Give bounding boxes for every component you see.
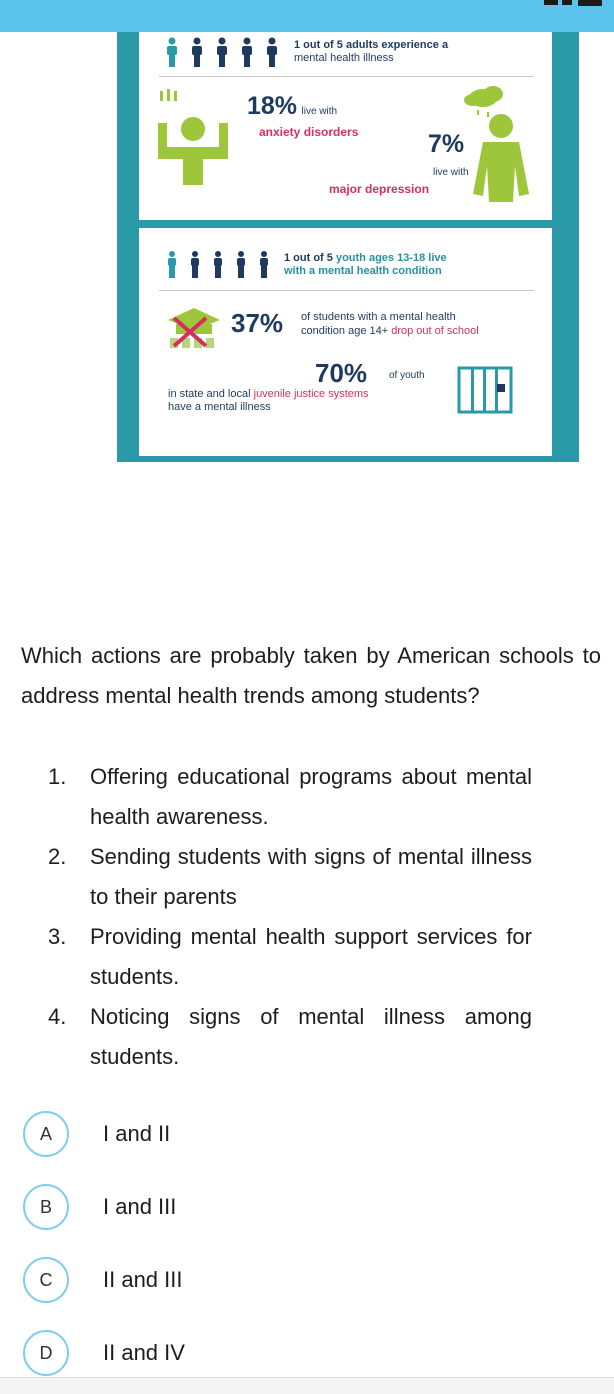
statements-list [48, 757, 532, 1077]
people-row-icon [164, 37, 279, 69]
justice-of-youth: of youth [389, 370, 425, 381]
depression-pct: 7% [428, 130, 465, 158]
question-text: Which actions are probably taken by American schools to address mental health trends among students? [21, 643, 601, 708]
dropout-pct: 37% [231, 308, 284, 338]
choice-d-radio[interactable]: D [23, 1330, 69, 1376]
statement-item: 2. Sending students with signs of mental illness to their parents [48, 844, 532, 909]
statement-item: 3. Providing mental health support services for students. [48, 924, 532, 989]
choice-b-label: I and III [103, 1194, 177, 1219]
status-bar [0, 0, 614, 32]
choice-b-radio[interactable]: B [23, 1184, 69, 1230]
bottom-bar [0, 1377, 614, 1394]
justice-text: in state and local juvenile justice systems have a mental illness [168, 388, 369, 413]
choice-d[interactable] [23, 1329, 185, 1377]
choice-b[interactable] [23, 1183, 176, 1231]
depression-pre: live with [433, 167, 469, 178]
school-dropout-icon [164, 306, 224, 352]
choice-a-label: I and II [103, 1121, 171, 1146]
infographic-panel-youth [139, 228, 552, 456]
jail-bars-icon [457, 366, 517, 416]
dropout-text: of students with a mental health condition age 14+ drop out of school [301, 311, 479, 337]
status-icons [544, 0, 604, 6]
anxiety-stat: 18% live with [247, 92, 338, 120]
youth-stat-text: 1 out of 5 youth ages 13-18 live with a mental health condition [284, 252, 447, 277]
choice-c-radio[interactable]: C [23, 1257, 69, 1303]
choice-d-label: II and IV [103, 1340, 185, 1365]
mental-health-infographic [117, 32, 579, 462]
choice-c-label: II and III [103, 1267, 183, 1292]
choice-a-radio[interactable]: A [23, 1111, 69, 1157]
depressed-person-icon [461, 84, 541, 214]
anxiety-label: anxiety disorders [259, 125, 359, 139]
anxious-person-icon [153, 87, 233, 197]
justice-pct: 70% [315, 358, 368, 388]
youth-row-icon [165, 250, 275, 280]
statement-item: 1. Offering educational programs about mental health awareness. [48, 764, 532, 829]
divider [159, 76, 534, 77]
data-source-caption: Data Source: National Alliance on Mental Illness: https://www.nami.org/ [175, 439, 521, 451]
statement-item: 4. Noticing signs of mental illness among students. [48, 1004, 532, 1069]
infographic-panel-adults [139, 32, 552, 220]
divider [159, 290, 534, 291]
depression-label: major depression [329, 182, 430, 196]
choice-c[interactable] [23, 1256, 183, 1304]
choice-a[interactable] [23, 1110, 170, 1158]
adults-stat-text: 1 out of 5 adults experience a mental health illness [294, 39, 449, 64]
